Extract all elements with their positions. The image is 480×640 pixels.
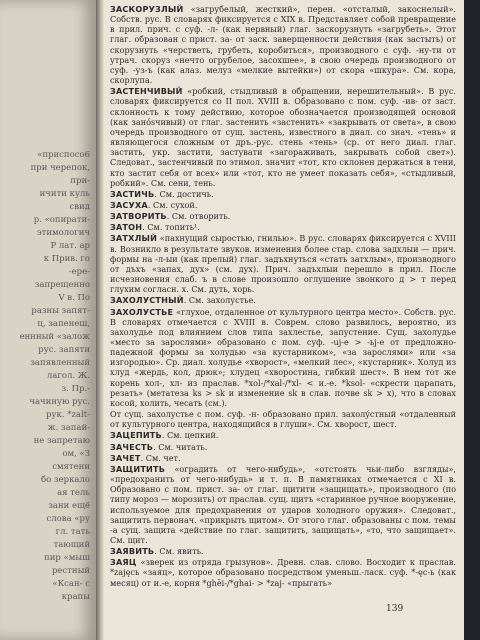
- entry-text: . См. читать.: [153, 441, 208, 452]
- entry-headword: ЗАЧЕСТЬ: [110, 441, 154, 452]
- previous-page-line: Р лат. ар: [50, 241, 90, 251]
- previous-page-line: разны запят-: [31, 306, 90, 316]
- entry-headword: ЗАТХЛЫЙ: [110, 233, 158, 244]
- entry-headword: ЗАЯЦ: [110, 557, 137, 568]
- previous-page-line: ом, «З: [62, 449, 90, 459]
- entry-headword: ЗАЯВИТЬ: [110, 546, 155, 557]
- previous-page-line: «Ксан- с: [52, 579, 90, 589]
- entry-text: «глухое, отдаленное от культурного центра место». Собств. рус. В словарях отмечается с XVIII в. Соврем. слово развилось, вероятно, из захолудье под влиянием слов типа захлестье, запустение. Сущ. захолудье «место за зарослями» образовано с пом. суф. -uj-e > -ьj-e от предложно-падежной формы за холудью «за кустарником», «за зарослями» или «за изгородью». Ср. диал. холудье «хворост», «мелкий лес», «кустарник». Холуд из хлуд «жердь, кол, дрюк»; хлудец «хворостина, гибкий шест». В нем тот же корень хол-, хл- из праслав. *xol-/*xal-/*xl- < и.-е. *ksol- «скрести царапать, резать» (метатеза ks > sk и изменение sk в слав. почве sk > x), что в словах косой, холить, чесать (см.).: [110, 306, 456, 408]
- previous-page-line: не запретаю: [33, 436, 90, 446]
- entry-headword: ЗАСУХА: [110, 199, 148, 210]
- previous-page-line: слова «ру: [46, 514, 90, 524]
- previous-page-line: р. «опирати-: [33, 215, 90, 225]
- entry-text: . См. явить.: [154, 546, 204, 557]
- dictionary-page: [104, 0, 464, 640]
- previous-page-line: ц, запенеш,: [37, 319, 90, 329]
- previous-page-line: -ере-: [68, 267, 90, 277]
- entry-headword: ЗАЦЕПИТЬ: [110, 430, 162, 441]
- entry-headword: ЗАТОН: [110, 222, 143, 233]
- dictionary-entry: [110, 189, 456, 199]
- dictionary-entry: [110, 307, 456, 409]
- previous-page-line: еннный «залож: [19, 332, 90, 342]
- previous-page-line: лагол. Ж.: [46, 371, 90, 381]
- entry-headword: ЗАСКОРУЗЛЫЙ: [110, 4, 184, 14]
- dictionary-entry: [110, 233, 456, 294]
- previous-page: [0, 0, 96, 640]
- entry-text: «пахнущий сыростью, гнилью». В рус. словарях фиксируется с XVIII в. Возникло в результате звуков. изменения более стар. слова задхлыи — прич. формы на -л-ыи (как прелый) глаг. задъхнуться «стать затхлым», производного от дъхъ «запах, дух» (см. дух). Прич. задъхлыи перешло в прил. После исчезновения слаб. ъ в слове произошло оглушение звонкого д > т перед глухим согласн. х. См. дуть, хорь.: [110, 233, 456, 295]
- dictionary-entry: [110, 295, 456, 305]
- dictionary-entry: [110, 430, 456, 440]
- entry-text: . См. чет.: [140, 452, 181, 463]
- entry-text: . См. захолустье.: [183, 295, 256, 306]
- entry-headword: ЗАТВОРИТЬ: [110, 211, 167, 222]
- previous-page-line: ичити куль: [39, 189, 90, 199]
- page-edge-shadow: [464, 0, 480, 640]
- previous-page-line: этимологич: [36, 228, 90, 238]
- entry-headword: ЗАЩИТИТЬ: [110, 463, 166, 474]
- previous-page-line: гл. тать: [55, 527, 90, 537]
- entry-text: . См. отворить.: [166, 211, 231, 222]
- dictionary-entry: [110, 453, 456, 463]
- previous-page-line: запрещенно: [34, 280, 90, 290]
- dictionary-entry: [110, 4, 456, 85]
- entry-text: . См. достичь.: [154, 188, 214, 199]
- previous-page-line: тающий: [53, 540, 90, 550]
- previous-page-line: при-: [70, 176, 90, 186]
- dictionary-entry: [110, 211, 456, 221]
- previous-page-line: зани ещё: [48, 501, 90, 511]
- previous-page-line: свид: [69, 202, 90, 212]
- entry-text: . См. цепкий.: [161, 430, 219, 441]
- dictionary-entry: [110, 442, 456, 452]
- entry-text: От сущ. захолустье с пом. суф. -н- образовано прил. захолýстный «отдаленный от культурного центра, находящийся в глуши». См. хворост, шест.: [110, 409, 456, 430]
- previous-page-line: пир «мыш: [44, 553, 90, 563]
- entry-headword: ЗАХОЛУСТЬЕ: [110, 306, 174, 317]
- page-number: 139: [386, 604, 404, 614]
- previous-page-line: к Прив. го: [43, 254, 90, 264]
- entry-text: «робкий, стыдливый в обращении, нерешительный». В рус. словарях фиксируется со II пол. XVIII в. Образовано с пом. суф. -ив- от заст. склонность к тому действию, которое обозначается производящей основой (как занósчивый) от глаг. застенить «застенить» «закрывать от света», в свою очередь производного от сущ. застень, известного в диал. со знач. «тень» и являющегося сложным от дръ.-рус. стень «тень» (ср. от него диал. глаг. застить, укр. застити, застувати «загораживать, закрывать собой свет»). Следоват., застенчивый по этимол. значит «тот, кто склонен держаться в тени, кто застит себя от всех» или «тот, кто не умеет показать себя», «стыдливый, робкий». См. сени, тень.: [110, 86, 456, 188]
- entry-headword: ЗАЧЕТ: [110, 452, 141, 463]
- dictionary-entry: [110, 222, 456, 232]
- book-gutter: [96, 0, 104, 640]
- entries-column: [110, 4, 456, 589]
- previous-page-line: чачиную рус.: [29, 397, 90, 407]
- previous-page-line: «приспосо6: [37, 150, 90, 160]
- entry-text: . См. топить¹.: [142, 222, 200, 233]
- previous-page-line: ая тель: [57, 488, 90, 498]
- previous-page-line: запявленный: [30, 358, 90, 368]
- entry-text: «загрубелый, жесткий», перен. «отсталый, закоснелый». Собств. рус. В словарях фиксируется с XIX в. Представляет собой превращение в прил. прич. с суф. -л- (как нервный) глаг. заскорузнуть «загрубеть». Этот глаг. образован с прист. за- от заск. заверщенности действия (как застыть) от скорузнуть «черстветь, грубеть, коробиться», производного с суф. -ну-ти от утрач. скоруз «нечто огрубелое, засохшее», в свою очередь производного от суф. -уз-ъ (как алаз. мелуз «мелкие вытейки») от скора «шкура». См. кора, скорлупа.: [110, 4, 456, 86]
- dictionary-entry: [110, 557, 456, 587]
- previous-page-line: рук. *zalt-: [46, 410, 90, 420]
- dictionary-entry: [110, 546, 456, 556]
- previous-page-line: рус. запяти: [38, 345, 90, 355]
- previous-page-line: бо зеркало: [41, 475, 90, 485]
- previous-page-line: смятени: [52, 462, 90, 472]
- entry-text: «зверек из отряда грызунов». Древн. слав. слово. Восходит к праслав. *zajęcь «заяц», которое образовано посредством уменьш.-ласк. суф. *-ęc-ь (как месяц) от и.-е, корня *ghēi-/*ghai- > *zaj- «прыгать»: [110, 557, 456, 588]
- dictionary-entry: [110, 464, 456, 545]
- dictionary-entry: [110, 200, 456, 210]
- dictionary-entry: [110, 409, 456, 429]
- previous-page-line: V в. По: [58, 293, 90, 303]
- previous-page-line: рестный: [51, 566, 90, 576]
- previous-page-line: при черепок,: [30, 163, 90, 173]
- previous-page-line: ж. запай-: [47, 423, 90, 433]
- previous-page-line: крапы: [61, 592, 90, 602]
- entry-headword: ЗАХОЛУСТНЫЙ: [110, 295, 184, 306]
- dictionary-entry: [110, 86, 456, 188]
- entry-headword: ЗАСТЕНЧИВЫЙ: [110, 86, 183, 97]
- previous-page-line: з. Пр.-: [61, 384, 90, 394]
- entry-headword: ЗАСТИЧЬ: [110, 188, 155, 199]
- entry-text: «оградить от чего-нибудь», «отстоять чьи-либо взгляды», «предохранить от чего-нибудь» и т. п. В памятниках отмечается с XI в. Образовано с пом. прист. за- от глаг. щитити «защищать», производного (по типу мороз — морозить) от праслав. сущ. щитъ «старинное ручное вооружение, используемое для предохранения от ударов холодного оружия». Следоват., защитить первонач. «прикрыть щитом». От этого глаг. образованы с пом. темы -а сущ. защита «действие по глаг. защитить, защищать», «то, что защищает». См. щит.: [110, 463, 456, 545]
- entry-text: . См. сухой.: [147, 199, 198, 210]
